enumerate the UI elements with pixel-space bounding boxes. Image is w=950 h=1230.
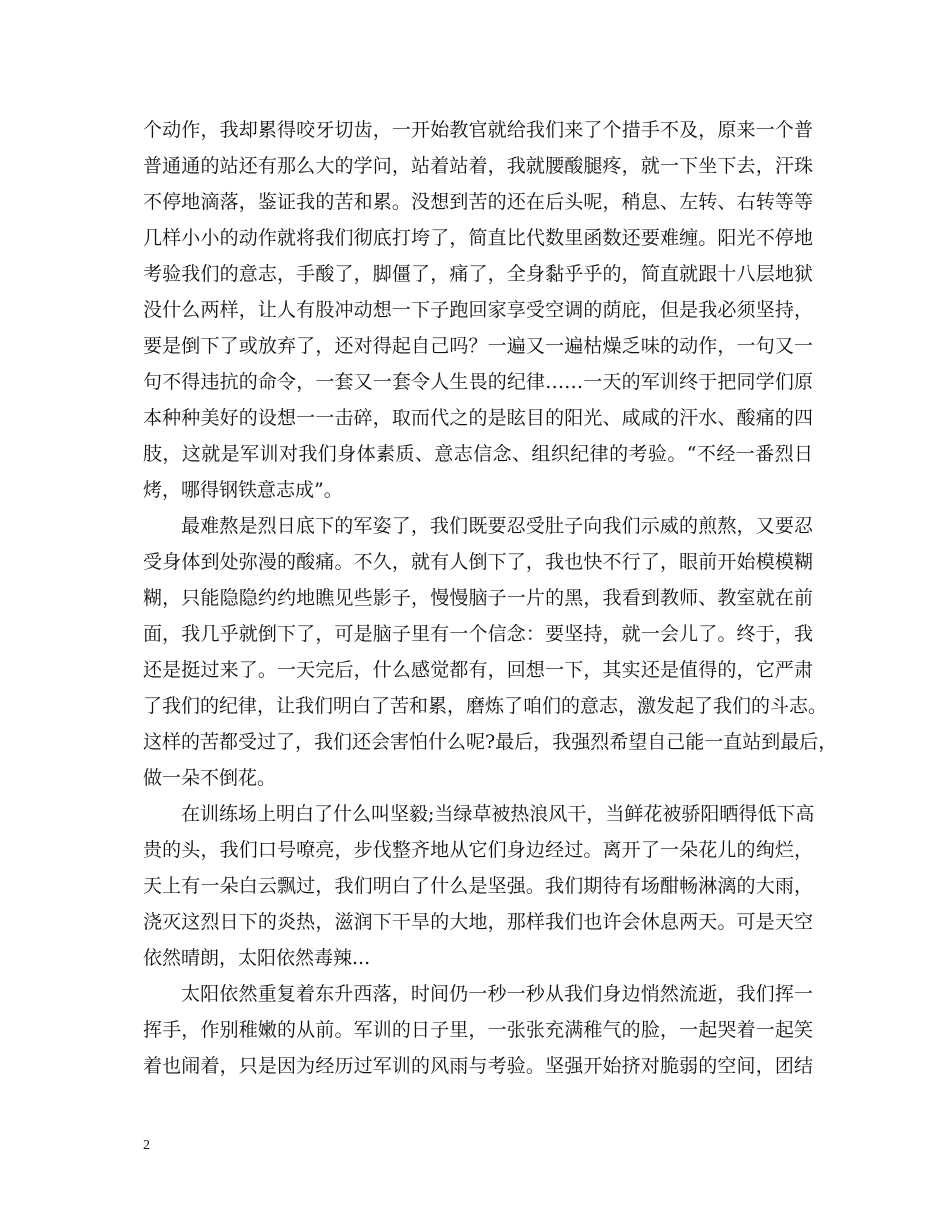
text-line: 受身体到处弥漫的酸痛。不久，就有人倒下了，我也快不行了，眼前开始模模糊 — [143, 551, 813, 573]
text-line: 依然晴朗，太阳依然毒辣... — [143, 947, 371, 969]
text-line: 没什么两样，让人有股冲动想一下子跑回家享受空调的荫庇，但是我必须坚持， — [143, 299, 813, 321]
text-line: 着也闹着，只是因为经历过军训的风雨与考验。坚强开始挤对脆弱的空间，团结 — [143, 1055, 813, 1077]
text-line: 太阳依然重复着东升西落，时间仍一秒一秒从我们身边悄然流逝，我们挥一 — [181, 983, 813, 1005]
paragraph-1 — [143, 112, 813, 508]
text-line: 肢，这就是军训对我们身体素质、意志信念、组织纪律的考验。“不经一番烈日 — [143, 443, 813, 465]
text-line: 烤，哪得钢铁意志成”。 — [143, 479, 343, 501]
text-line: 句不得违抗的命令，一套又一套令人生畏的纪律……一天的军训终于把同学们原 — [143, 371, 813, 393]
text-line: 浇灭这烈日下的炎热，滋润下干旱的大地，那样我们也许会休息两天。可是天空 — [143, 911, 813, 933]
text-line: 在训练场上明白了什么叫坚毅;当绿草被热浪风干，当鲜花被骄阳晒得低下高 — [181, 803, 815, 825]
text-line: 贵的头，我们口号嘹亮，步伐整齐地从它们身边经过。离开了一朵花儿的绚烂， — [143, 839, 813, 861]
text-line: 挥手，作别稚嫩的从前。军训的日子里，一张张充满稚气的脸，一起哭着一起笑 — [143, 1019, 813, 1041]
text-line: 要是倒下了或放弃了，还对得起自己吗？一遍又一遍枯燥乏味的动作，一句又一 — [143, 335, 813, 357]
text-line: 不停地滴落，鉴证我的苦和累。没想到苦的还在后头呢，稍息、左转、右转等等 — [143, 191, 813, 213]
text-line: 还是挺过来了。一天完后，什么感觉都有，回想一下，其实还是值得的，它严肃 — [143, 659, 813, 681]
paragraph-3 — [143, 796, 813, 976]
document-body — [143, 112, 838, 1084]
paragraph-2 — [143, 508, 838, 796]
text-line: 几样小小的动作就将我们彻底打垮了，简直比代数里函数还要难缠。阳光不停地 — [143, 227, 813, 249]
text-line: 面，我几乎就倒下了，可是脑子里有一个信念：要坚持，就一会儿了。终于，我 — [143, 623, 813, 645]
text-line: 个动作，我却累得咬牙切齿，一开始教官就给我们来了个措手不及，原来一个普 — [143, 119, 813, 141]
paragraph-4 — [143, 976, 813, 1084]
text-line: 做一朵不倒花。 — [143, 767, 277, 789]
text-line: 考验我们的意志，手酸了，脚僵了，痛了，全身黏乎乎的，简直就跟十八层地狱 — [143, 263, 813, 285]
text-line: 普通通的站还有那么大的学问，站着站着，我就腰酸腿疼，就一下坐下去，汗珠 — [143, 155, 813, 177]
text-line: 本种种美好的设想一一击碎，取而代之的是眩目的阳光、咸咸的汗水、酸痛的四 — [143, 407, 813, 429]
text-line: 最难熬是烈日底下的军姿了，我们既要忍受肚子向我们示威的煎熬，又要忍 — [181, 515, 813, 537]
text-line: 这样的苦都受过了，我们还会害怕什么呢?最后，我强烈希望自己能一直站到最后， — [143, 731, 838, 753]
text-line: 了我们的纪律，让我们明白了苦和累，磨炼了咱们的意志，激发起了我们的斗志。 — [143, 695, 828, 717]
text-line: 糊，只能隐隐约约地瞧见些影子，慢慢脑子一片的黑，我看到教师、教室就在前 — [143, 587, 813, 609]
text-line: 天上有一朵白云飘过，我们明白了什么是坚强。我们期待有场酣畅淋漓的大雨， — [143, 875, 813, 897]
page-number: 2 — [143, 1138, 150, 1153]
